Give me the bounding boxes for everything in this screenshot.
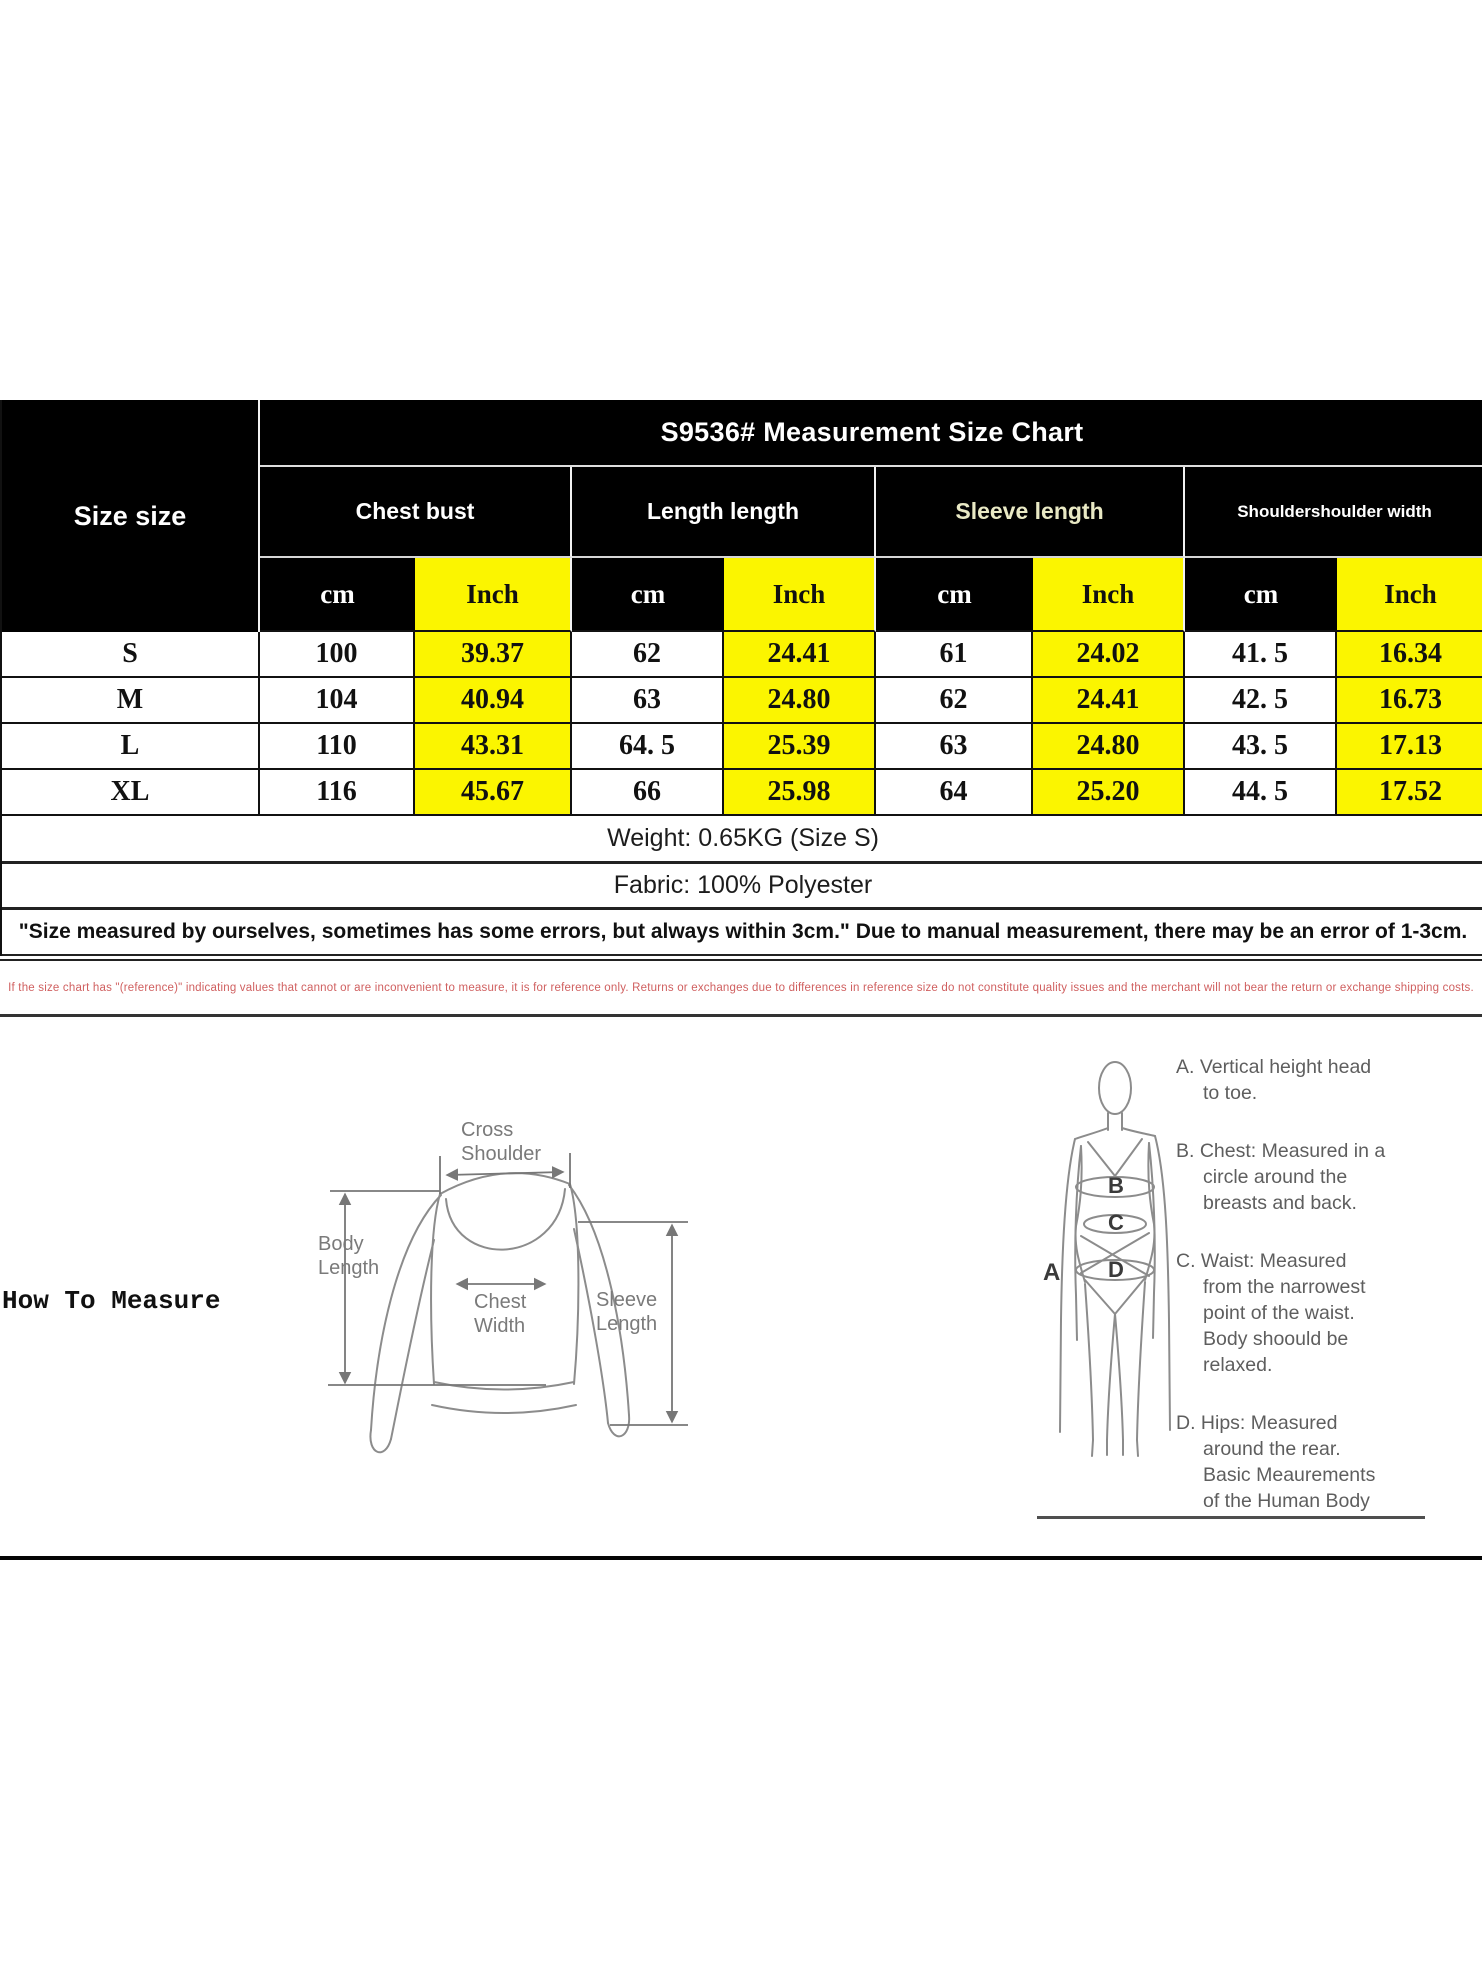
value-cell: 64. 5 <box>572 724 724 770</box>
value-cell: 104 <box>260 678 415 724</box>
value-cell: 25.98 <box>724 770 876 816</box>
table-title: S9536# Measurement Size Chart <box>260 400 1482 467</box>
value-cell: 45.67 <box>415 770 572 816</box>
cross-shoulder-label: Cross <box>461 1119 514 1141</box>
garment-diagram <box>278 1098 708 1468</box>
group-header-sleeve: Sleeve length <box>876 467 1185 558</box>
figure-label-b: B <box>1108 1173 1124 1198</box>
unit-inch-cell: Inch <box>415 558 572 632</box>
reference-note: If the size chart has "(reference)" indicating values that cannot or are inconvenient to measure, it is for reference only. Returns or exchanges due to differences in reference size do not constitute quality issues and the merchant will not bear the return or exchange shipping costs. <box>0 959 1482 1017</box>
instruction-item-c: C. Waist: Measured from the narrowest point of the waist. Body shoould be relaxed. <box>1176 1250 1366 1376</box>
value-cell: 43.31 <box>415 724 572 770</box>
instruction-item-a: A. Vertical height head to toe. <box>1176 1056 1372 1104</box>
unit-cm-cell: cm <box>260 558 415 632</box>
body-length-label: Length <box>318 1257 380 1279</box>
table-row <box>2 632 1482 678</box>
body-figure-diagram <box>1035 1040 1185 1470</box>
value-cell: 17.13 <box>1337 724 1482 770</box>
value-cell: 17.52 <box>1337 770 1482 816</box>
measure-instructions <box>1176 1054 1438 1514</box>
figure-label-d: D <box>1108 1257 1124 1282</box>
value-cell: 63 <box>876 724 1033 770</box>
group-header-length: Length length <box>572 467 876 558</box>
unit-inch-cell: Inch <box>724 558 876 632</box>
value-cell: 24.80 <box>724 678 876 724</box>
value-cell: 44. 5 <box>1185 770 1337 816</box>
weight-note: Weight: 0.65KG (Size S) <box>2 816 1482 864</box>
how-to-measure-heading: How To Measure <box>2 1286 221 1316</box>
value-cell: 24.02 <box>1033 632 1185 678</box>
chest-width-label: Chest <box>474 1291 527 1313</box>
value-cell: 61 <box>876 632 1033 678</box>
fabric-note: Fabric: 100% Polyester <box>2 864 1482 910</box>
value-cell: 39.37 <box>415 632 572 678</box>
table-row <box>2 724 1482 770</box>
value-cell: 24.41 <box>724 632 876 678</box>
cross-shoulder-label: Shoulder <box>461 1143 542 1165</box>
size-chart-section <box>0 400 1482 1017</box>
value-cell: 25.20 <box>1033 770 1185 816</box>
instructions-underline <box>1037 1516 1425 1519</box>
unit-inch-cell: Inch <box>1337 558 1482 632</box>
cross-shoulder-arrow <box>448 1172 562 1175</box>
value-cell: 43. 5 <box>1185 724 1337 770</box>
figure-label-c: C <box>1108 1210 1124 1235</box>
instruction-item-d: D. Hips: Measured around the rear. Basic Meaurements of the Human Body <box>1176 1412 1376 1512</box>
unit-inch-cell: Inch <box>1033 558 1185 632</box>
how-to-measure-section <box>0 1022 1482 1560</box>
value-cell: 24.80 <box>1033 724 1185 770</box>
value-cell: 100 <box>260 632 415 678</box>
value-cell: 116 <box>260 770 415 816</box>
size-cell: XL <box>2 770 260 816</box>
value-cell: 16.73 <box>1337 678 1482 724</box>
value-cell: 64 <box>876 770 1033 816</box>
value-cell: 63 <box>572 678 724 724</box>
unit-cm-cell: cm <box>1185 558 1337 632</box>
table-row <box>2 678 1482 724</box>
chest-width-label: Width <box>474 1315 526 1337</box>
unit-cm-cell: cm <box>876 558 1033 632</box>
value-cell: 110 <box>260 724 415 770</box>
body-length-label: Body <box>318 1233 364 1255</box>
value-cell: 66 <box>572 770 724 816</box>
sleeve-length-label: Length <box>596 1313 658 1335</box>
value-cell: 16.34 <box>1337 632 1482 678</box>
table-row <box>2 770 1482 816</box>
unit-cm-cell: cm <box>572 558 724 632</box>
value-cell: 62 <box>572 632 724 678</box>
size-chart-table <box>0 400 1482 956</box>
figure-label-a: A <box>1043 1259 1061 1286</box>
size-cell: M <box>2 678 260 724</box>
instruction-item-b: B. Chest: Measured in a circle around the breasts and back. <box>1176 1140 1386 1214</box>
size-cell: L <box>2 724 260 770</box>
value-cell: 40.94 <box>415 678 572 724</box>
value-cell: 41. 5 <box>1185 632 1337 678</box>
measurement-disclaimer: "Size measured by ourselves, sometimes has some errors, but always within 3cm." Due to manual measurement, there may be an error of 1-3cm. <box>2 910 1482 956</box>
group-header-shoulder: Shouldershoulder width <box>1185 467 1482 558</box>
size-column-header: Size size <box>2 400 260 632</box>
value-cell: 42. 5 <box>1185 678 1337 724</box>
value-cell: 62 <box>876 678 1033 724</box>
group-header-chest: Chest bust <box>260 467 572 558</box>
size-cell: S <box>2 632 260 678</box>
sleeve-length-label: Sleeve <box>596 1289 658 1311</box>
value-cell: 24.41 <box>1033 678 1185 724</box>
value-cell: 25.39 <box>724 724 876 770</box>
